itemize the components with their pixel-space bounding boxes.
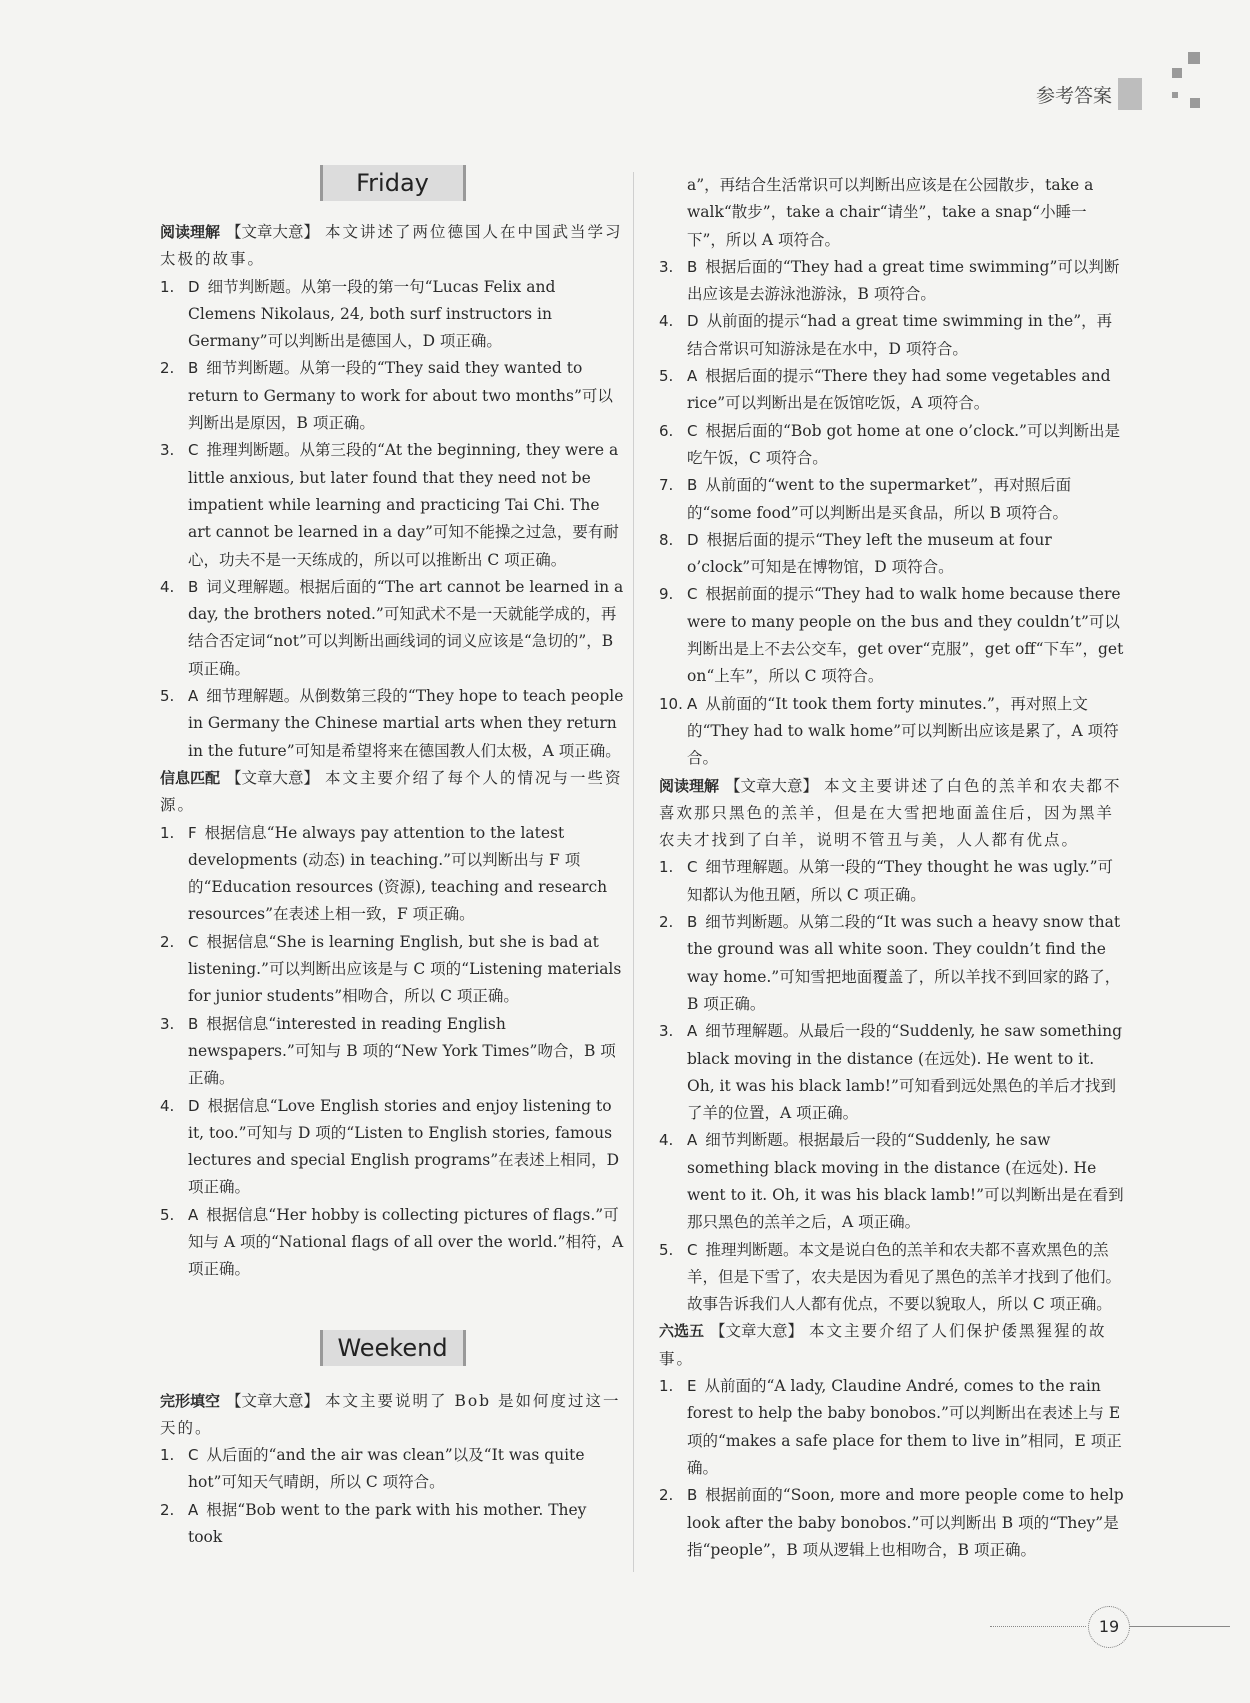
item-number: 5.	[160, 687, 175, 706]
answer-item	[659, 691, 1124, 773]
item-number: 2.	[659, 1486, 674, 1505]
answer-item	[659, 1127, 1124, 1236]
section-tag: 【文章大意】	[226, 223, 320, 241]
answer-item	[659, 308, 1124, 363]
answer-item	[160, 274, 625, 356]
answer-item	[659, 909, 1124, 1018]
answer-item	[659, 1018, 1124, 1127]
section-summary: 本文讲述了两位德国人在中国武当学习太极的故事。	[160, 223, 623, 269]
friday-matching-section	[160, 765, 625, 820]
answer-item	[659, 527, 1124, 582]
footer-dotted-line	[990, 1626, 1086, 1627]
item-text: 词义理解题。根据后面的“The art cannot be learned in a day, the brothers noted.”可知武术不是一天就能学成的，再结合否定词“not”可以判断出画线词的词义应该是“急切的”，B 项正确。	[188, 577, 624, 678]
item-number: 4.	[160, 1096, 175, 1115]
item-text: 根据信息“She is learning English, but she is bad at listening.”可以判断出应该是与 C 项的“Listening materials for junior students”相吻合，所以 C 项正确。	[188, 932, 622, 1006]
weekend-reading-section	[659, 773, 1124, 855]
item-answer: A	[687, 1131, 698, 1150]
item-answer: A	[188, 1205, 199, 1224]
item-answer: A	[687, 1022, 698, 1041]
item-number: 2.	[659, 913, 674, 932]
section-tag: 【文章大意】	[226, 768, 320, 787]
item-number: 2.	[160, 932, 175, 951]
item-answer: C	[687, 1240, 698, 1259]
footer-line	[1130, 1626, 1230, 1627]
page-header	[1036, 78, 1142, 110]
item-number: 7.	[659, 476, 674, 495]
weekend-six-five-section	[659, 1318, 1124, 1373]
answer-item	[160, 437, 625, 573]
item-answer: D	[687, 312, 699, 331]
section-label: 阅读理解	[659, 776, 720, 795]
section-tag: 【文章大意】	[710, 1322, 804, 1341]
section-summary: 本文主要说明了 Bob 是如何度过这一天的。	[160, 1391, 621, 1437]
item-text: 根据信息“He always pay attention to the latest developments (动态) in teaching.”可以判断出与 F 项的“Education resources (资源), teaching and research resources”在表述上相一致，F 项正确。	[188, 823, 608, 924]
item-text: 根据后面的“Bob got home at one o’clock.”可以判断出是吃午饭，C 项符合。	[687, 421, 1120, 467]
item-text: 细节理解题。从第一段的“They thought he was ugly.”可知都认为他丑陋，所以 C 项正确。	[687, 858, 1114, 904]
item-text: 根据前面的“Soon, more and more people come to help look after the baby bonobos.”可以判断出 B 项的“They”是指“people”，B 项从逻辑上也相吻合，B 项正确。	[687, 1486, 1124, 1559]
answer-item	[160, 820, 625, 929]
answer-item	[659, 1237, 1124, 1319]
item-answer: C	[687, 585, 698, 604]
item-number: 1.	[160, 277, 175, 296]
item-answer: B	[188, 577, 199, 596]
page-number: 19	[1088, 1606, 1130, 1648]
answer-item	[160, 683, 625, 765]
section-summary: 本文主要讲述了白色的羔羊和农夫都不喜欢那只黑色的羔羊，但是在大雪把地面盖住后，因为黑羊农夫才找到了白羊，说明不管丑与美，人人都有优点。	[659, 776, 1122, 850]
item-answer: C	[188, 441, 199, 460]
weekend-cloze-section	[160, 1388, 625, 1443]
section-label: 信息匹配	[160, 768, 221, 787]
item-number: 3.	[659, 1022, 674, 1041]
item-answer: B	[687, 257, 698, 276]
item-text: 细节判断题。从第一段的“They said they wanted to return to Germany to work for about two months”可以判断出是原因，B 项正确。	[188, 359, 613, 433]
item-answer: A	[188, 1500, 199, 1519]
item-number: 1.	[659, 1377, 674, 1396]
item-text: 从前面的“It took them forty minutes.”，再对照上文的“They had to walk home”可以判断出应该是累了，A 项符合。	[687, 694, 1119, 768]
item-answer: E	[687, 1377, 697, 1396]
item-number: 3.	[659, 257, 674, 276]
item-number: 9.	[659, 585, 674, 604]
item-answer: A	[188, 687, 199, 706]
item-number: 6.	[659, 421, 674, 440]
item-text: 根据前面的提示“They had to walk home because there were to many people on the bus and they couldn’t”可以判断出是上不去公交车，get over“克服”，get off“下车”，get on“上车”，所以 C 项符合。	[687, 585, 1124, 686]
item-number: 2.	[160, 359, 175, 378]
item-text: 细节理解题。从倒数第三段的“They hope to teach people in Germany the Chinese martial arts when they return in the future”可知是希望将来在德国教人们太极，A 项正确。	[188, 687, 624, 760]
item-number: 4.	[160, 577, 175, 596]
corner-decoration	[1172, 68, 1182, 78]
item-answer: B	[188, 1014, 199, 1033]
answer-item	[160, 1202, 625, 1284]
item-answer: B	[188, 359, 199, 378]
corner-decoration	[1172, 92, 1178, 98]
item-text: 从前面的“A lady, Claudine André, comes to the rain forest to help the baby bonobos.”可以判断出在表述上与 E 项的“makes a safe place for them to live in”相同，E 项正确。	[687, 1377, 1122, 1477]
item-answer: C	[188, 932, 199, 951]
item-text: 根据信息“interested in reading English newspapers.”可知与 B 项的“New York Times”吻合，B 项正确。	[188, 1014, 616, 1088]
item-text: 根据后面的提示“They left the museum at four o’clock”可知是在博物馆，D 项符合。	[687, 530, 1052, 577]
item-number: 5.	[160, 1205, 175, 1224]
header-block	[1118, 78, 1142, 110]
item-number: 8.	[659, 530, 674, 549]
item-text: 从前面的“went to the supermarket”，再对照后面的“some food”可以判断出是买食品，所以 B 项符合。	[687, 476, 1072, 522]
item-answer: C	[188, 1446, 199, 1465]
item-answer: D	[188, 1096, 200, 1115]
answer-item	[659, 418, 1124, 473]
answer-item	[160, 355, 625, 437]
item-text: 推理判断题。本文是说白色的羔羊和农夫都不喜欢黑色的羔羊，但是下雪了，农夫是因为看见了黑色的羔羊才找到了他们。故事告诉我们人人都有优点，不要以貌取人，所以 C 项正确。	[687, 1240, 1122, 1314]
item-text: 细节判断题。根据最后一段的“Suddenly, he saw something black moving in the distance (在远处). He went to it. Oh, it was his black lamb!”可以判断出是在看到那只黑色的羔羊之后，A 项正确。	[687, 1131, 1124, 1232]
item-answer: D	[687, 530, 699, 549]
section-label: 六选五	[659, 1322, 705, 1341]
item-text: 根据后面的“They had a great time swimming”可以判断出应该是去游泳池游泳，B 项符合。	[687, 257, 1120, 304]
item-text: 从后面的“and the air was clean”以及“It was quite hot”可知天气晴朗，所以 C 项符合。	[188, 1446, 585, 1492]
item-text: 从前面的提示“had a great time swimming in the”，再结合常识可知游泳是在水中，D 项符合。	[687, 312, 1113, 358]
item-number: 1.	[659, 858, 674, 877]
answer-item	[659, 472, 1124, 527]
left-column	[160, 165, 625, 1551]
answer-item	[659, 254, 1124, 309]
answer-item	[160, 1497, 625, 1552]
column-divider	[633, 172, 634, 1572]
item-number: 10.	[659, 694, 683, 713]
answer-item	[659, 854, 1124, 909]
item-answer: A	[687, 367, 698, 386]
answer-item	[659, 1482, 1124, 1564]
item-continuation: a”，再结合生活常识可以判断出应该是在公园散步，take a walk“散步”，take a chair“请坐”，take a snap“小睡一下”，所以 A 项符合。	[687, 176, 1094, 249]
item-text: 细节判断题。从第一段的第一句“Lucas Felix and Clemens Nikolaus, 24, both surf instructors in Germany”可以判断出是德国人，D 项正确。	[188, 277, 556, 351]
section-label: 完形填空	[160, 1391, 221, 1410]
item-number: 5.	[659, 1240, 674, 1259]
corner-decoration	[1190, 98, 1200, 108]
item-answer: C	[687, 858, 698, 877]
item-answer: D	[188, 277, 200, 296]
answer-item	[659, 1373, 1124, 1482]
answer-item	[659, 363, 1124, 418]
right-column	[659, 172, 1124, 1564]
item-text: 细节判断题。从第二段的“It was such a heavy snow that the ground was all white soon. They couldn’t find the way home.”可知雪把地面覆盖了，所以羊找不到回家的路了，B 项正确。	[687, 913, 1121, 1013]
item-number: 2.	[160, 1500, 175, 1519]
item-answer: B	[687, 913, 698, 932]
section-summary: 本文主要介绍了人们保护倭黑猩猩的故事。	[659, 1322, 1107, 1368]
item-answer: B	[687, 476, 698, 495]
friday-reading-section	[160, 219, 625, 274]
item-answer: F	[188, 823, 197, 842]
header-title: 参考答案	[1035, 84, 1112, 107]
answer-item	[659, 581, 1124, 690]
weekend-title: Weekend	[320, 1330, 466, 1366]
item-text: 根据“Bob went to the park with his mother. They took	[188, 1500, 587, 1547]
item-number: 4.	[659, 312, 674, 331]
item-text: 根据信息“Love English stories and enjoy listening to it, too.”可知与 D 项的“Listen to English stories, famous lectures and special English programs”在表述上相同，D 项正确。	[188, 1096, 620, 1197]
section-tag: 【文章大意】	[226, 1391, 320, 1410]
corner-decoration	[1188, 52, 1200, 64]
section-summary: 本文主要介绍了每个人的情况与一些资源。	[160, 768, 623, 815]
item-text: 推理判断题。从第三段的“At the beginning, they were a little anxious, but later found that they need not be impatient while learning and practicing Tai Chi. The art cannot be learned in a day”可知不能操之过急，要有耐心，功夫不是一天练成的，所以可以推断出 C 项正确。	[188, 441, 619, 569]
item-number: 3.	[160, 441, 175, 460]
answer-item	[160, 1442, 625, 1497]
item-answer: A	[687, 694, 698, 713]
item-answer: C	[687, 421, 698, 440]
item-number: 5.	[659, 367, 674, 386]
friday-title: Friday	[320, 165, 466, 201]
answer-item	[160, 929, 625, 1011]
section-label: 阅读理解	[160, 223, 221, 241]
item-text: 根据后面的提示“There they had some vegetables and rice”可以判断出是在饭馆吃饭，A 项符合。	[687, 367, 1111, 413]
item-answer: B	[687, 1486, 698, 1505]
item-number: 3.	[160, 1014, 175, 1033]
item-number: 1.	[160, 823, 175, 842]
answer-item	[160, 574, 625, 683]
section-tag: 【文章大意】	[725, 776, 819, 795]
answer-item	[160, 1093, 625, 1202]
item-text: 根据信息“Her hobby is collecting pictures of flags.”可知与 A 项的“National flags of all over the world.”相符，A 项正确。	[188, 1205, 624, 1279]
item-text: 细节理解题。从最后一段的“Suddenly, he saw something black moving in the distance (在远处). He went to it. Oh, it was his black lamb!”可知看到远处黑色的羊后才找到了羊的位置，A 项正确。	[687, 1022, 1123, 1123]
item-number: 1.	[160, 1446, 175, 1465]
item-number: 4.	[659, 1131, 674, 1150]
answer-item	[160, 1011, 625, 1093]
